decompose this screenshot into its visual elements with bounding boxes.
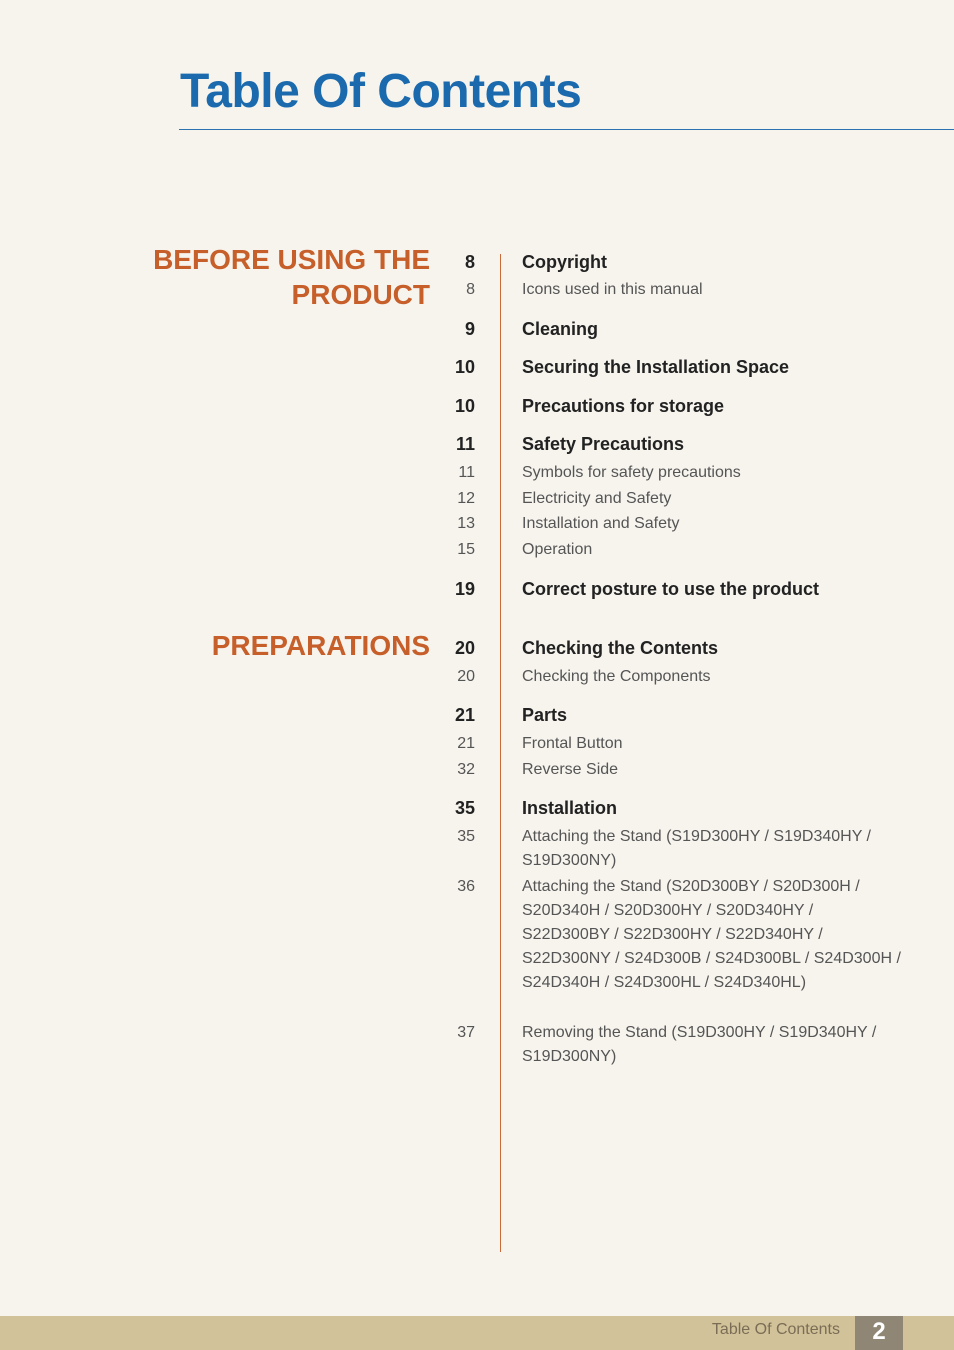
toc-label: Cleaning bbox=[522, 319, 599, 339]
toc-page-number: 19 bbox=[454, 579, 475, 599]
toc-page-number: 20 bbox=[454, 638, 475, 658]
footer-label: Table Of Contents bbox=[711, 1321, 840, 1338]
toc-page-number: 35 bbox=[454, 798, 475, 818]
toc-label: Attaching the Stand (S20D300BY / S20D300H / S20D340H / S20D300HY / S20D340HY / S22D300BY / S22D300HY / S22D340HY / S22D300NY / S24D300B / S24D300BL / S24D300H / S24D340H / S24D300HL / S24D340HL) bbox=[522, 878, 901, 991]
toc-label: Symbols for safety precautions bbox=[522, 464, 741, 481]
toc-page-number: 10 bbox=[454, 396, 475, 416]
footer-page-number: 2 bbox=[855, 1316, 903, 1350]
toc-page-number: 32 bbox=[457, 761, 475, 778]
toc-label: Electricity and Safety bbox=[522, 490, 672, 507]
section-title-before-using bbox=[110, 242, 430, 312]
toc-page-number: 10 bbox=[454, 357, 475, 377]
title-underline bbox=[179, 129, 954, 130]
toc-page-number: 11 bbox=[458, 464, 475, 481]
toc-page-number: 8 bbox=[464, 252, 475, 272]
toc-label: Operation bbox=[522, 541, 593, 558]
toc-page-number: 21 bbox=[454, 705, 475, 725]
toc-page-number: 11 bbox=[455, 434, 475, 454]
toc-label: Reverse Side bbox=[522, 761, 619, 778]
toc-label: Attaching the Stand (S19D300HY / S19D340HY / S19D300NY) bbox=[522, 828, 871, 869]
page-title: Table Of Contents bbox=[180, 65, 582, 118]
toc-label: Checking the Components bbox=[522, 668, 711, 685]
section-title-line: BEFORE USING THE bbox=[153, 244, 430, 275]
toc-label: Installation bbox=[522, 798, 618, 818]
footer-bar bbox=[0, 1316, 954, 1350]
toc-page-number: 13 bbox=[457, 515, 475, 532]
toc-label: Correct posture to use the product bbox=[522, 579, 820, 599]
toc-page-number: 36 bbox=[457, 878, 475, 895]
toc-label: Safety Precautions bbox=[522, 434, 685, 454]
toc-page-number: 21 bbox=[457, 735, 475, 752]
toc-page-number: 20 bbox=[457, 668, 475, 685]
toc-label: Removing the Stand (S19D300HY / S19D340HY / S19D300NY) bbox=[522, 1024, 877, 1065]
toc-label: Icons used in this manual bbox=[522, 281, 703, 298]
toc-page-number: 35 bbox=[457, 828, 475, 845]
toc-page-number: 37 bbox=[457, 1024, 475, 1041]
section-title-preparations bbox=[110, 628, 430, 663]
toc-label: Copyright bbox=[522, 252, 607, 272]
toc-label: Parts bbox=[522, 705, 568, 725]
toc-label: Securing the Installation Space bbox=[522, 357, 790, 377]
toc-page-number: 8 bbox=[466, 281, 475, 298]
section-title-line: PRODUCT bbox=[291, 279, 430, 310]
toc-label: Precautions for storage bbox=[522, 396, 725, 416]
toc-label: Frontal Button bbox=[522, 735, 623, 752]
toc-page-number: 12 bbox=[457, 490, 475, 507]
section-title-line: PREPARATIONS bbox=[211, 630, 430, 661]
toc-label: Installation and Safety bbox=[522, 515, 680, 532]
toc-page-number: 15 bbox=[457, 541, 475, 558]
toc-label: Checking the Contents bbox=[522, 638, 719, 658]
toc-divider-line bbox=[500, 254, 501, 1252]
toc-page-number: 9 bbox=[464, 319, 475, 339]
